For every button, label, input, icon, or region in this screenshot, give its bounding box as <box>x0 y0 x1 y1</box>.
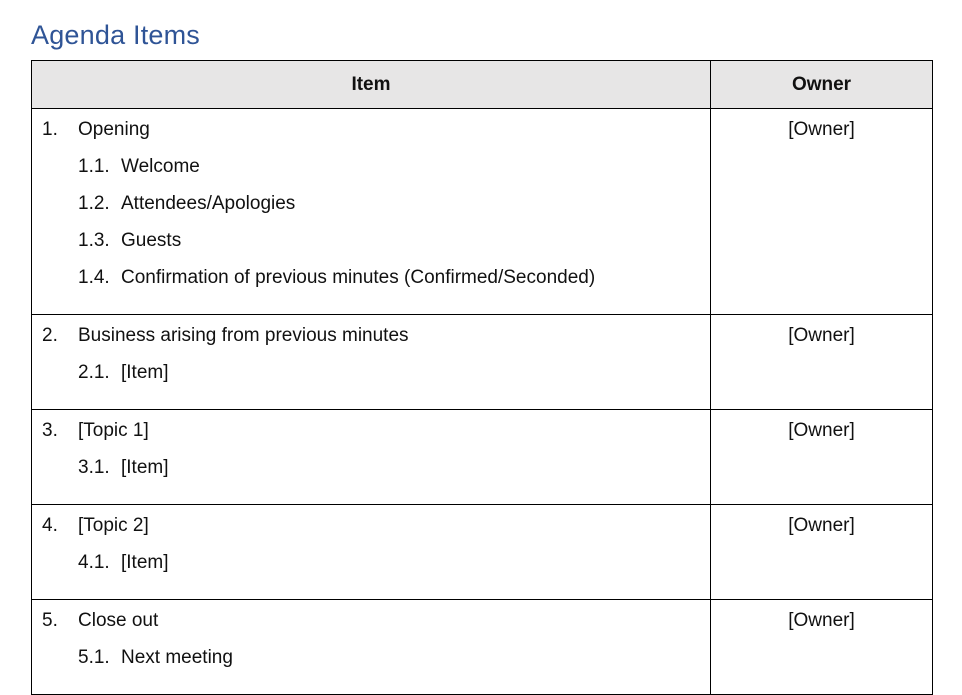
sub-item-text[interactable]: [Item] <box>121 552 169 573</box>
sub-item <box>32 267 710 304</box>
agenda-item <box>32 325 710 362</box>
item-number: 4. <box>42 515 58 536</box>
sub-item-text[interactable]: Attendees/Apologies <box>121 193 296 214</box>
item-number: 3. <box>42 420 58 441</box>
agenda-item <box>32 515 710 552</box>
table-row[interactable] <box>32 600 932 694</box>
table-row[interactable] <box>32 109 932 315</box>
table-header <box>32 61 932 109</box>
owner-cell[interactable]: [Owner] <box>788 325 855 346</box>
agenda-item <box>32 420 710 457</box>
owner-cell[interactable]: [Owner] <box>788 420 855 441</box>
sub-item-text[interactable]: Confirmation of previous minutes (Confirmed/Seconded) <box>121 267 596 288</box>
sub-item-text[interactable]: Welcome <box>121 156 200 177</box>
sub-item <box>32 457 710 494</box>
sub-item <box>32 647 710 684</box>
item-text[interactable]: [Topic 2] <box>78 515 149 536</box>
owner-cell[interactable]: [Owner] <box>788 515 855 536</box>
item-text[interactable]: [Topic 1] <box>78 420 149 441</box>
table-row[interactable] <box>32 410 932 505</box>
item-cell[interactable] <box>32 410 711 504</box>
header-item: Item <box>32 61 711 108</box>
header-owner: Owner <box>791 73 852 95</box>
sub-item <box>32 552 710 589</box>
sub-item-number: 4.1. <box>78 552 110 573</box>
owner-cell[interactable]: [Owner] <box>788 610 855 631</box>
owner-cell[interactable]: [Owner] <box>788 119 855 140</box>
item-cell[interactable] <box>32 109 711 314</box>
sub-item <box>32 362 710 399</box>
sub-item-number: 1.2. <box>78 193 110 214</box>
table-row[interactable] <box>32 505 932 600</box>
item-text[interactable]: Business arising from previous minutes <box>78 325 409 346</box>
sub-item <box>32 230 710 267</box>
item-text[interactable]: Opening <box>78 119 150 140</box>
agenda-item <box>32 119 710 156</box>
sub-item <box>32 156 710 193</box>
item-text[interactable]: Close out <box>78 610 159 631</box>
item-cell[interactable] <box>32 505 711 599</box>
sub-item <box>32 193 710 230</box>
sub-item-text[interactable]: Next meeting <box>121 647 233 668</box>
agenda-item <box>32 610 710 647</box>
sub-item-number: 1.1. <box>78 156 110 177</box>
table-row[interactable] <box>32 315 932 410</box>
item-cell[interactable] <box>32 315 711 409</box>
sub-item-number: 1.4. <box>78 267 110 288</box>
item-number: 5. <box>42 610 58 631</box>
sub-item-number: 1.3. <box>78 230 110 251</box>
sub-item-text[interactable]: Guests <box>121 230 182 251</box>
sub-item-number: 3.1. <box>78 457 110 478</box>
sub-item-text[interactable]: [Item] <box>121 457 169 478</box>
item-cell[interactable] <box>32 600 711 694</box>
agenda-table <box>31 60 933 695</box>
item-number: 1. <box>42 119 58 140</box>
sub-item-number: 5.1. <box>78 647 110 668</box>
sub-item-text[interactable]: [Item] <box>121 362 169 383</box>
sub-item-number: 2.1. <box>78 362 110 383</box>
item-number: 2. <box>42 325 58 346</box>
page-title: Agenda Items <box>31 20 201 50</box>
